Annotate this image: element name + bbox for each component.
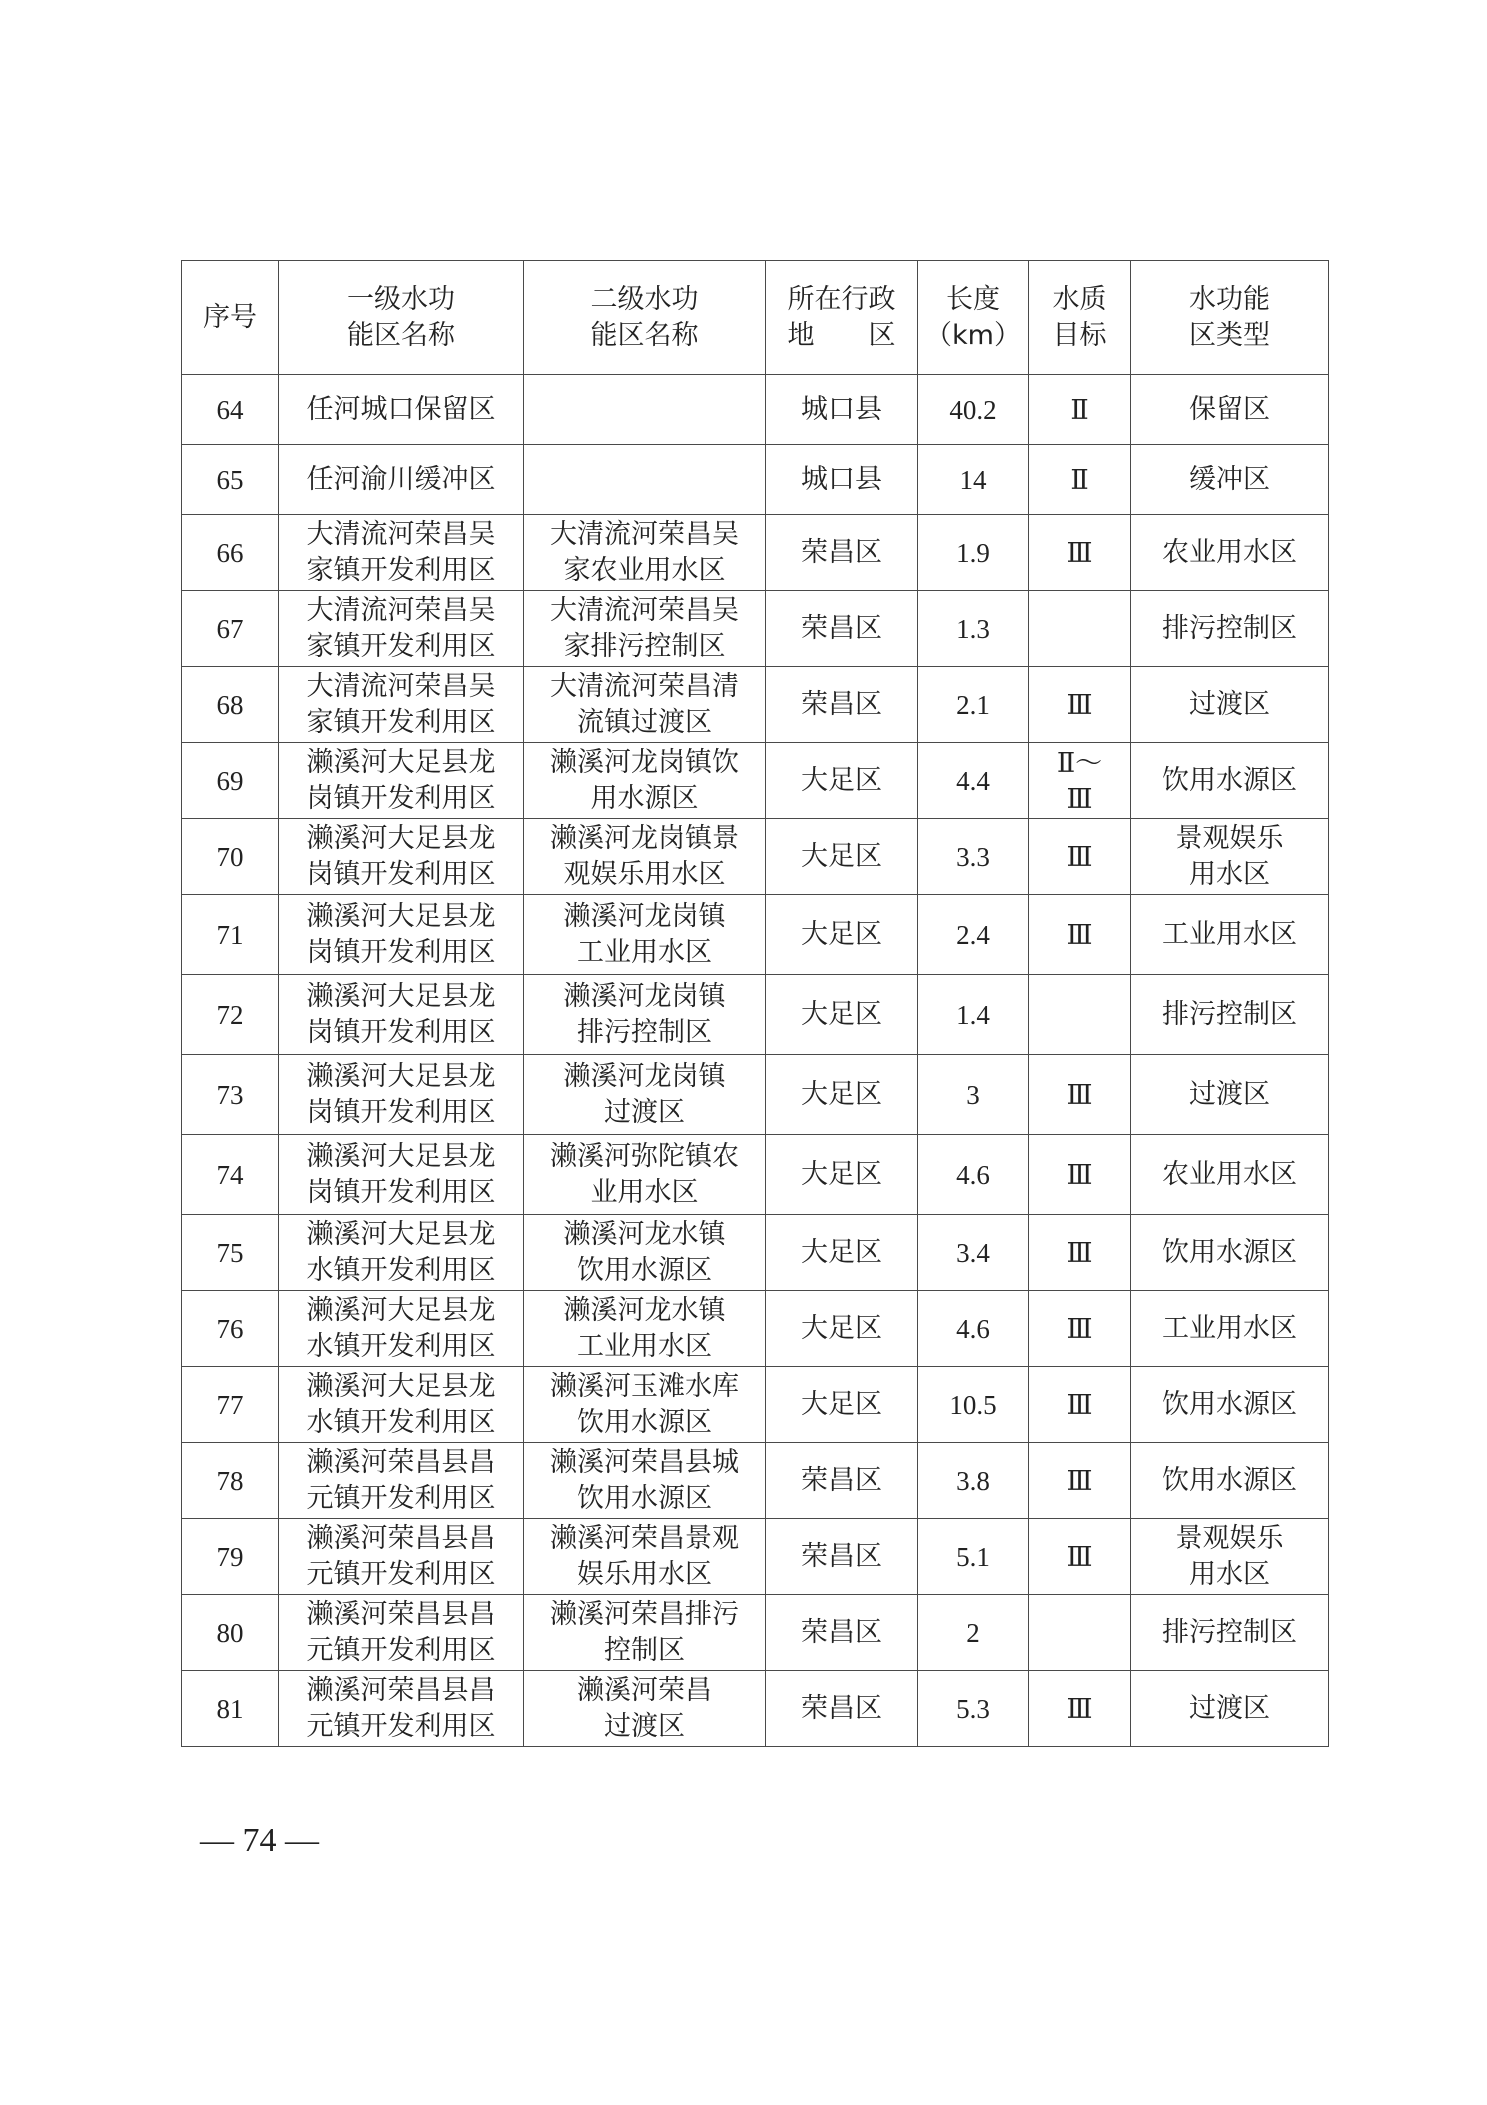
cell-admin-region	[766, 1671, 918, 1747]
cell-secondary-zone-name	[524, 895, 766, 975]
row-index-text: 67	[216, 613, 244, 644]
length-km-text: 2	[966, 1617, 980, 1648]
page-number: — 74 —	[200, 1822, 319, 1859]
cell-secondary-zone-name	[524, 1519, 766, 1595]
admin-region-text: 大足区	[801, 998, 882, 1030]
cell-primary-zone-name	[279, 1519, 524, 1595]
length-km-text: 3.4	[956, 1237, 990, 1268]
cell-primary-zone-name	[279, 1055, 524, 1135]
admin-region-text: 大足区	[801, 764, 882, 796]
water-quality-target-text: Ⅱ～ Ⅲ	[1056, 747, 1103, 814]
cell-row-index	[182, 1367, 279, 1443]
cell-primary-zone-name	[279, 1291, 524, 1367]
cell-primary-zone-name	[279, 667, 524, 743]
cell-water-quality-target	[1029, 1215, 1131, 1291]
row-index-text: 81	[216, 1693, 244, 1724]
secondary-zone-name-text: 濑溪河荣昌 过渡区	[577, 1674, 712, 1742]
header-secondary-zone: 二级水功 能区名称	[524, 261, 766, 375]
cell-length-km	[918, 1443, 1029, 1519]
cell-row-index	[182, 515, 279, 591]
admin-region-text: 荣昌区	[801, 688, 882, 720]
water-quality-target-text: Ⅲ	[1066, 1237, 1093, 1268]
cell-zone-type	[1131, 1291, 1329, 1367]
cell-primary-zone-name	[279, 445, 524, 515]
cell-primary-zone-name	[279, 1215, 524, 1291]
cell-admin-region	[766, 1135, 918, 1215]
secondary-zone-name-text: 大清流河荣昌清 流镇过渡区	[550, 670, 739, 738]
cell-zone-type	[1131, 1671, 1329, 1747]
zone-type-text: 保留区	[1189, 393, 1270, 425]
cell-secondary-zone-name	[524, 1367, 766, 1443]
cell-admin-region	[766, 1519, 918, 1595]
cell-admin-region	[766, 515, 918, 591]
cell-secondary-zone-name	[524, 1215, 766, 1291]
water-quality-target-text: Ⅲ	[1066, 1541, 1093, 1572]
table-row	[182, 1055, 1329, 1135]
table-row	[182, 667, 1329, 743]
cell-row-index	[182, 591, 279, 667]
primary-zone-name-text: 濑溪河荣昌县昌 元镇开发利用区	[306, 1598, 496, 1666]
primary-zone-name-text: 大清流河荣昌吴 家镇开发利用区	[306, 518, 496, 586]
table-row	[182, 1519, 1329, 1595]
row-index-text: 74	[216, 1159, 244, 1190]
table-row	[182, 515, 1329, 591]
water-quality-target-text: Ⅲ	[1066, 1313, 1093, 1344]
cell-length-km	[918, 515, 1029, 591]
length-km-text: 3	[966, 1079, 980, 1110]
length-km-text: 4.4	[956, 765, 990, 796]
admin-region-text: 大足区	[801, 918, 882, 950]
cell-secondary-zone-name	[524, 1671, 766, 1747]
cell-admin-region	[766, 895, 918, 975]
row-index-text: 71	[216, 919, 244, 950]
cell-zone-type	[1131, 1519, 1329, 1595]
primary-zone-name-text: 任河城口保留区	[306, 393, 496, 425]
cell-zone-type	[1131, 1055, 1329, 1135]
secondary-zone-name-text: 濑溪河龙岗镇 排污控制区	[563, 980, 726, 1048]
primary-zone-name-text: 濑溪河大足县龙 水镇开发利用区	[306, 1370, 496, 1438]
primary-zone-name-text: 濑溪河大足县龙 岗镇开发利用区	[306, 746, 496, 814]
secondary-zone-name-text: 濑溪河龙水镇 饮用水源区	[563, 1218, 726, 1286]
cell-water-quality-target	[1029, 1671, 1131, 1747]
cell-row-index	[182, 375, 279, 445]
primary-zone-name-text: 濑溪河大足县龙 岗镇开发利用区	[306, 822, 496, 890]
header-length: 长度 （km）	[918, 261, 1029, 375]
cell-length-km	[918, 743, 1029, 819]
header-primary-zone: 一级水功 能区名称	[279, 261, 524, 375]
cell-water-quality-target	[1029, 375, 1131, 445]
cell-water-quality-target	[1029, 667, 1131, 743]
table-row	[182, 591, 1329, 667]
table-row	[182, 1595, 1329, 1671]
cell-length-km	[918, 1367, 1029, 1443]
row-index-text: 70	[216, 841, 244, 872]
admin-region-text: 大足区	[801, 1388, 882, 1420]
cell-secondary-zone-name	[524, 667, 766, 743]
table-row	[182, 1215, 1329, 1291]
cell-zone-type	[1131, 975, 1329, 1055]
secondary-zone-name-text: 濑溪河龙岗镇 工业用水区	[563, 900, 726, 968]
cell-water-quality-target	[1029, 445, 1131, 515]
cell-length-km	[918, 1595, 1029, 1671]
water-quality-target-text: Ⅲ	[1066, 1159, 1093, 1190]
cell-primary-zone-name	[279, 375, 524, 445]
cell-row-index	[182, 1519, 279, 1595]
zone-type-text: 景观娱乐 用水区	[1175, 1522, 1284, 1590]
water-function-zone-table	[181, 260, 1329, 1747]
primary-zone-name-text: 大清流河荣昌吴 家镇开发利用区	[306, 594, 496, 662]
length-km-text: 3.8	[956, 1465, 990, 1496]
cell-row-index	[182, 1595, 279, 1671]
cell-secondary-zone-name	[524, 591, 766, 667]
header-zone-type: 水功能 区类型	[1131, 261, 1329, 375]
cell-admin-region	[766, 1367, 918, 1443]
zone-type-text: 缓冲区	[1189, 463, 1270, 495]
table-row	[182, 819, 1329, 895]
table-row	[182, 375, 1329, 445]
cell-admin-region	[766, 1291, 918, 1367]
cell-primary-zone-name	[279, 1671, 524, 1747]
secondary-zone-name-text: 大清流河荣昌吴 家农业用水区	[550, 518, 739, 586]
admin-region-text: 大足区	[801, 1312, 882, 1344]
table-row	[182, 1291, 1329, 1367]
cell-length-km	[918, 1055, 1029, 1135]
secondary-zone-name-text: 濑溪河荣昌景观 娱乐用水区	[550, 1522, 739, 1590]
cell-secondary-zone-name	[524, 1055, 766, 1135]
admin-region-text: 荣昌区	[801, 536, 882, 568]
water-quality-target-text: Ⅲ	[1066, 1693, 1093, 1724]
primary-zone-name-text: 濑溪河荣昌县昌 元镇开发利用区	[306, 1674, 496, 1742]
table-header-row	[182, 261, 1329, 375]
header-admin-region: 所在行政 地 区	[766, 261, 918, 375]
zone-type-text: 饮用水源区	[1162, 764, 1297, 796]
admin-region-text: 荣昌区	[801, 1692, 882, 1724]
cell-primary-zone-name	[279, 1367, 524, 1443]
secondary-zone-name-text: 濑溪河荣昌县城 饮用水源区	[550, 1446, 739, 1514]
cell-row-index	[182, 1135, 279, 1215]
cell-primary-zone-name	[279, 819, 524, 895]
header-index: 序号	[182, 261, 279, 375]
secondary-zone-name-text: 大清流河荣昌吴 家排污控制区	[550, 594, 739, 662]
admin-region-text: 城口县	[801, 393, 882, 425]
admin-region-text: 大足区	[801, 840, 882, 872]
cell-primary-zone-name	[279, 1443, 524, 1519]
cell-zone-type	[1131, 375, 1329, 445]
length-km-text: 40.2	[949, 394, 997, 425]
table-row	[182, 975, 1329, 1055]
length-km-text: 1.3	[956, 613, 990, 644]
row-index-text: 65	[216, 464, 244, 495]
primary-zone-name-text: 濑溪河大足县龙 水镇开发利用区	[306, 1218, 496, 1286]
cell-secondary-zone-name	[524, 975, 766, 1055]
primary-zone-name-text: 大清流河荣昌吴 家镇开发利用区	[306, 670, 496, 738]
primary-zone-name-text: 濑溪河大足县龙 岗镇开发利用区	[306, 900, 496, 968]
primary-zone-name-text: 濑溪河大足县龙 岗镇开发利用区	[306, 1140, 496, 1208]
cell-water-quality-target	[1029, 895, 1131, 975]
row-index-text: 79	[216, 1541, 244, 1572]
zone-type-text: 饮用水源区	[1162, 1464, 1297, 1496]
water-quality-target-text: Ⅲ	[1066, 1465, 1093, 1496]
cell-zone-type	[1131, 819, 1329, 895]
cell-admin-region	[766, 1443, 918, 1519]
table-row	[182, 1135, 1329, 1215]
cell-row-index	[182, 1443, 279, 1519]
zone-type-text: 农业用水区	[1162, 536, 1297, 568]
secondary-zone-name-text: 濑溪河龙岗镇 过渡区	[563, 1060, 726, 1128]
primary-zone-name-text: 濑溪河大足县龙 水镇开发利用区	[306, 1294, 496, 1362]
admin-region-text: 荣昌区	[801, 612, 882, 644]
cell-zone-type	[1131, 743, 1329, 819]
zone-type-text: 过渡区	[1189, 688, 1270, 720]
primary-zone-name-text: 濑溪河大足县龙 岗镇开发利用区	[306, 980, 496, 1048]
cell-water-quality-target	[1029, 975, 1131, 1055]
water-quality-target-text: Ⅱ	[1070, 394, 1089, 425]
cell-zone-type	[1131, 895, 1329, 975]
cell-water-quality-target	[1029, 1595, 1131, 1671]
row-index-text: 80	[216, 1617, 244, 1648]
row-index-text: 64	[216, 394, 244, 425]
cell-row-index	[182, 1671, 279, 1747]
secondary-zone-name-text: 濑溪河玉滩水库 饮用水源区	[550, 1370, 739, 1438]
cell-primary-zone-name	[279, 895, 524, 975]
length-km-text: 5.3	[956, 1693, 990, 1724]
admin-region-text: 荣昌区	[801, 1616, 882, 1648]
water-quality-target-text: Ⅱ	[1070, 464, 1089, 495]
zone-type-text: 农业用水区	[1162, 1158, 1297, 1190]
cell-zone-type	[1131, 445, 1329, 515]
admin-region-text: 荣昌区	[801, 1540, 882, 1572]
primary-zone-name-text: 濑溪河荣昌县昌 元镇开发利用区	[306, 1522, 496, 1590]
length-km-text: 1.4	[956, 999, 990, 1030]
admin-region-text: 荣昌区	[801, 1464, 882, 1496]
cell-secondary-zone-name	[524, 445, 766, 515]
cell-water-quality-target	[1029, 1135, 1131, 1215]
cell-row-index	[182, 975, 279, 1055]
row-index-text: 66	[216, 537, 244, 568]
cell-secondary-zone-name	[524, 375, 766, 445]
cell-water-quality-target	[1029, 819, 1131, 895]
cell-admin-region	[766, 743, 918, 819]
row-index-text: 68	[216, 689, 244, 720]
secondary-zone-name-text: 濑溪河荣昌排污 控制区	[550, 1598, 739, 1666]
table-row	[182, 895, 1329, 975]
cell-length-km	[918, 591, 1029, 667]
admin-region-text: 城口县	[801, 463, 882, 495]
water-quality-target-text: Ⅲ	[1066, 1389, 1093, 1420]
cell-row-index	[182, 743, 279, 819]
cell-secondary-zone-name	[524, 1595, 766, 1671]
zone-type-text: 景观娱乐 用水区	[1175, 822, 1284, 890]
cell-secondary-zone-name	[524, 819, 766, 895]
row-index-text: 77	[216, 1389, 244, 1420]
cell-length-km	[918, 1671, 1029, 1747]
secondary-zone-name-text: 濑溪河龙岗镇饮 用水源区	[550, 746, 739, 814]
row-index-text: 75	[216, 1237, 244, 1268]
row-index-text: 76	[216, 1313, 244, 1344]
cell-primary-zone-name	[279, 515, 524, 591]
length-km-text: 2.1	[956, 689, 990, 720]
cell-row-index	[182, 895, 279, 975]
zone-type-text: 饮用水源区	[1162, 1236, 1297, 1268]
primary-zone-name-text: 濑溪河荣昌县昌 元镇开发利用区	[306, 1446, 496, 1514]
zone-type-text: 过渡区	[1189, 1692, 1270, 1724]
table-row	[182, 445, 1329, 515]
cell-secondary-zone-name	[524, 1443, 766, 1519]
cell-water-quality-target	[1029, 591, 1131, 667]
table-body	[182, 375, 1329, 1747]
row-index-text: 72	[216, 999, 244, 1030]
cell-secondary-zone-name	[524, 743, 766, 819]
cell-zone-type	[1131, 1595, 1329, 1671]
cell-zone-type	[1131, 591, 1329, 667]
cell-admin-region	[766, 1595, 918, 1671]
cell-primary-zone-name	[279, 591, 524, 667]
cell-length-km	[918, 667, 1029, 743]
row-index-text: 78	[216, 1465, 244, 1496]
water-quality-target-text: Ⅲ	[1066, 689, 1093, 720]
cell-row-index	[182, 1291, 279, 1367]
secondary-zone-name-text: 濑溪河龙岗镇景 观娱乐用水区	[550, 822, 739, 890]
primary-zone-name-text: 任河渝川缓冲区	[306, 463, 496, 495]
cell-primary-zone-name	[279, 1135, 524, 1215]
cell-water-quality-target	[1029, 1291, 1131, 1367]
cell-water-quality-target	[1029, 743, 1131, 819]
cell-admin-region	[766, 1215, 918, 1291]
cell-admin-region	[766, 667, 918, 743]
table-row	[182, 1367, 1329, 1443]
cell-zone-type	[1131, 1215, 1329, 1291]
length-km-text: 14	[959, 464, 987, 495]
cell-row-index	[182, 1055, 279, 1135]
row-index-text: 69	[216, 765, 244, 796]
table-row	[182, 743, 1329, 819]
admin-region-text: 大足区	[801, 1236, 882, 1268]
table-row	[182, 1443, 1329, 1519]
cell-admin-region	[766, 375, 918, 445]
cell-water-quality-target	[1029, 1055, 1131, 1135]
zone-type-text: 排污控制区	[1162, 612, 1297, 644]
cell-admin-region	[766, 445, 918, 515]
cell-admin-region	[766, 975, 918, 1055]
cell-length-km	[918, 1135, 1029, 1215]
cell-admin-region	[766, 591, 918, 667]
table-row	[182, 1671, 1329, 1747]
length-km-text: 5.1	[956, 1541, 990, 1572]
length-km-text: 4.6	[956, 1159, 990, 1190]
zone-type-text: 工业用水区	[1162, 918, 1297, 950]
primary-zone-name-text: 濑溪河大足县龙 岗镇开发利用区	[306, 1060, 496, 1128]
cell-secondary-zone-name	[524, 515, 766, 591]
zone-type-text: 排污控制区	[1162, 998, 1297, 1030]
secondary-zone-name-text: 濑溪河弥陀镇农 业用水区	[550, 1140, 739, 1208]
cell-row-index	[182, 819, 279, 895]
cell-length-km	[918, 975, 1029, 1055]
cell-secondary-zone-name	[524, 1291, 766, 1367]
zone-type-text: 过渡区	[1189, 1078, 1270, 1110]
cell-zone-type	[1131, 667, 1329, 743]
water-quality-target-text: Ⅲ	[1066, 841, 1093, 872]
cell-water-quality-target	[1029, 515, 1131, 591]
cell-water-quality-target	[1029, 1443, 1131, 1519]
cell-primary-zone-name	[279, 975, 524, 1055]
cell-length-km	[918, 895, 1029, 975]
cell-admin-region	[766, 819, 918, 895]
cell-zone-type	[1131, 1443, 1329, 1519]
cell-admin-region	[766, 1055, 918, 1135]
admin-region-text: 大足区	[801, 1158, 882, 1190]
secondary-zone-name-text: 濑溪河龙水镇 工业用水区	[563, 1294, 726, 1362]
cell-row-index	[182, 1215, 279, 1291]
cell-zone-type	[1131, 1367, 1329, 1443]
water-quality-target-text: Ⅲ	[1066, 919, 1093, 950]
cell-length-km	[918, 375, 1029, 445]
cell-length-km	[918, 819, 1029, 895]
cell-zone-type	[1131, 515, 1329, 591]
water-quality-target-text: Ⅲ	[1066, 537, 1093, 568]
admin-region-text: 大足区	[801, 1078, 882, 1110]
length-km-text: 3.3	[956, 841, 990, 872]
length-km-text: 2.4	[956, 919, 990, 950]
length-km-text: 4.6	[956, 1313, 990, 1344]
cell-primary-zone-name	[279, 743, 524, 819]
row-index-text: 73	[216, 1079, 244, 1110]
water-quality-target-text: Ⅲ	[1066, 1079, 1093, 1110]
cell-row-index	[182, 445, 279, 515]
cell-primary-zone-name	[279, 1595, 524, 1671]
length-km-text: 1.9	[956, 537, 990, 568]
cell-zone-type	[1131, 1135, 1329, 1215]
cell-length-km	[918, 1291, 1029, 1367]
cell-length-km	[918, 445, 1029, 515]
length-km-text: 10.5	[949, 1389, 997, 1420]
cell-length-km	[918, 1519, 1029, 1595]
zone-type-text: 饮用水源区	[1162, 1388, 1297, 1420]
zone-type-text: 排污控制区	[1162, 1616, 1297, 1648]
cell-water-quality-target	[1029, 1519, 1131, 1595]
cell-secondary-zone-name	[524, 1135, 766, 1215]
header-water-quality-target: 水质 目标	[1029, 261, 1131, 375]
zone-type-text: 工业用水区	[1162, 1312, 1297, 1344]
cell-row-index	[182, 667, 279, 743]
cell-length-km	[918, 1215, 1029, 1291]
cell-water-quality-target	[1029, 1367, 1131, 1443]
